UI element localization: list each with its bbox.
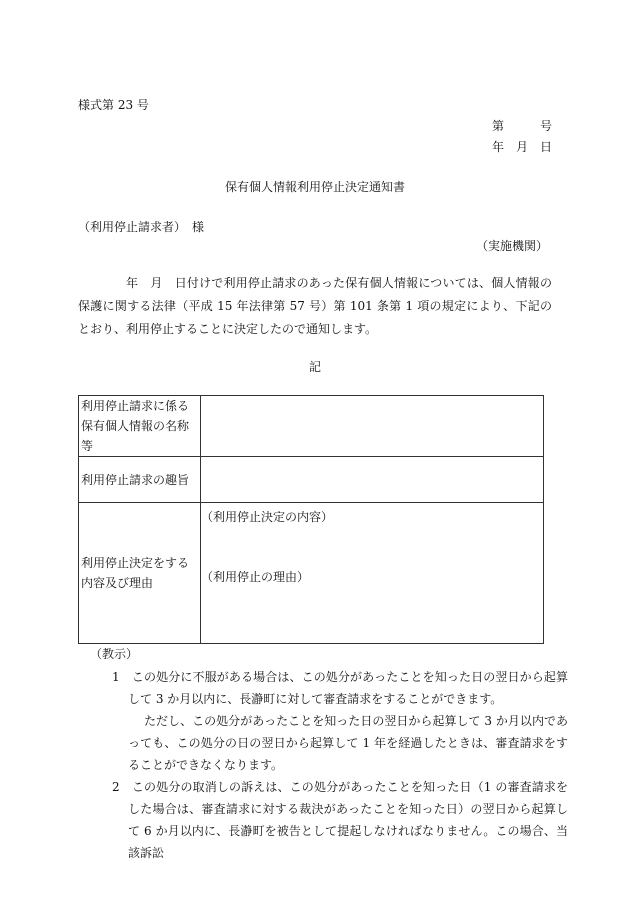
- table-row: [79, 457, 544, 503]
- instruction-heading: （教示）: [90, 647, 139, 661]
- decision-reason-label: （利用停止の理由）: [201, 570, 310, 584]
- date-day: 日: [540, 140, 553, 154]
- instruction-item-1: 1 この処分に不服がある場合は、この処分があったことを知った日の翌日から起算して 3 か月以内に、長瀞町に対して審査請求をすることができます。: [112, 670, 568, 706]
- decision-content-label: （利用停止決定の内容）: [201, 510, 334, 524]
- date-month: 月: [516, 140, 529, 154]
- row1-value: [201, 396, 544, 457]
- issue-date: [492, 138, 552, 155]
- notice-body: [78, 272, 552, 341]
- addressee: （利用停止請求者） 様: [78, 220, 205, 234]
- form-number: 様式第 23 号: [78, 98, 149, 112]
- document-number-suffix: 号: [540, 119, 553, 133]
- table-row: [79, 503, 544, 644]
- document-number-label: 第: [492, 119, 505, 133]
- row2-value: [201, 457, 544, 503]
- row3-label: 利用停止決定をする内容及び理由: [79, 503, 201, 644]
- decision-table: [78, 395, 544, 644]
- table-row: [79, 396, 544, 457]
- instruction-item-1-proviso: ただし、この処分があったことを知った日の翌日から起算して 3 か月以内であっても、この処分の日の翌日から起算して 1 年を経過したときは、審査請求をすることができなくなります。: [128, 714, 568, 772]
- row2-label: 利用停止請求の趣旨: [79, 457, 201, 503]
- notice-body-text: 年 月 日付けで利用停止請求のあった保有個人情報については、個人情報の保護に関する法律（平成 15 年法律第 57 号）第 101 条第 1 項の規定により、下記のとおり、利用停止することに決定したので通知します。: [78, 276, 552, 336]
- date-year: 年: [492, 140, 505, 154]
- implementing-agency: （実施機関）: [475, 239, 548, 253]
- instruction-item-2: 2 この処分の取消しの訴えは、この処分があったことを知った日（1 の審査請求をした場合は、審査請求に対する裁決があったことを知った日）の翌日から起算して 6 か月以内に、長瀞町を被告として提起しなければなりません。この場合、当該訴訟: [112, 780, 568, 860]
- row3-value: [201, 503, 544, 644]
- ki-heading: 記: [308, 360, 321, 374]
- document-title: 保有個人情報利用停止決定通知書: [224, 180, 405, 194]
- row1-label: 利用停止請求に係る保有個人情報の名称等: [79, 396, 201, 457]
